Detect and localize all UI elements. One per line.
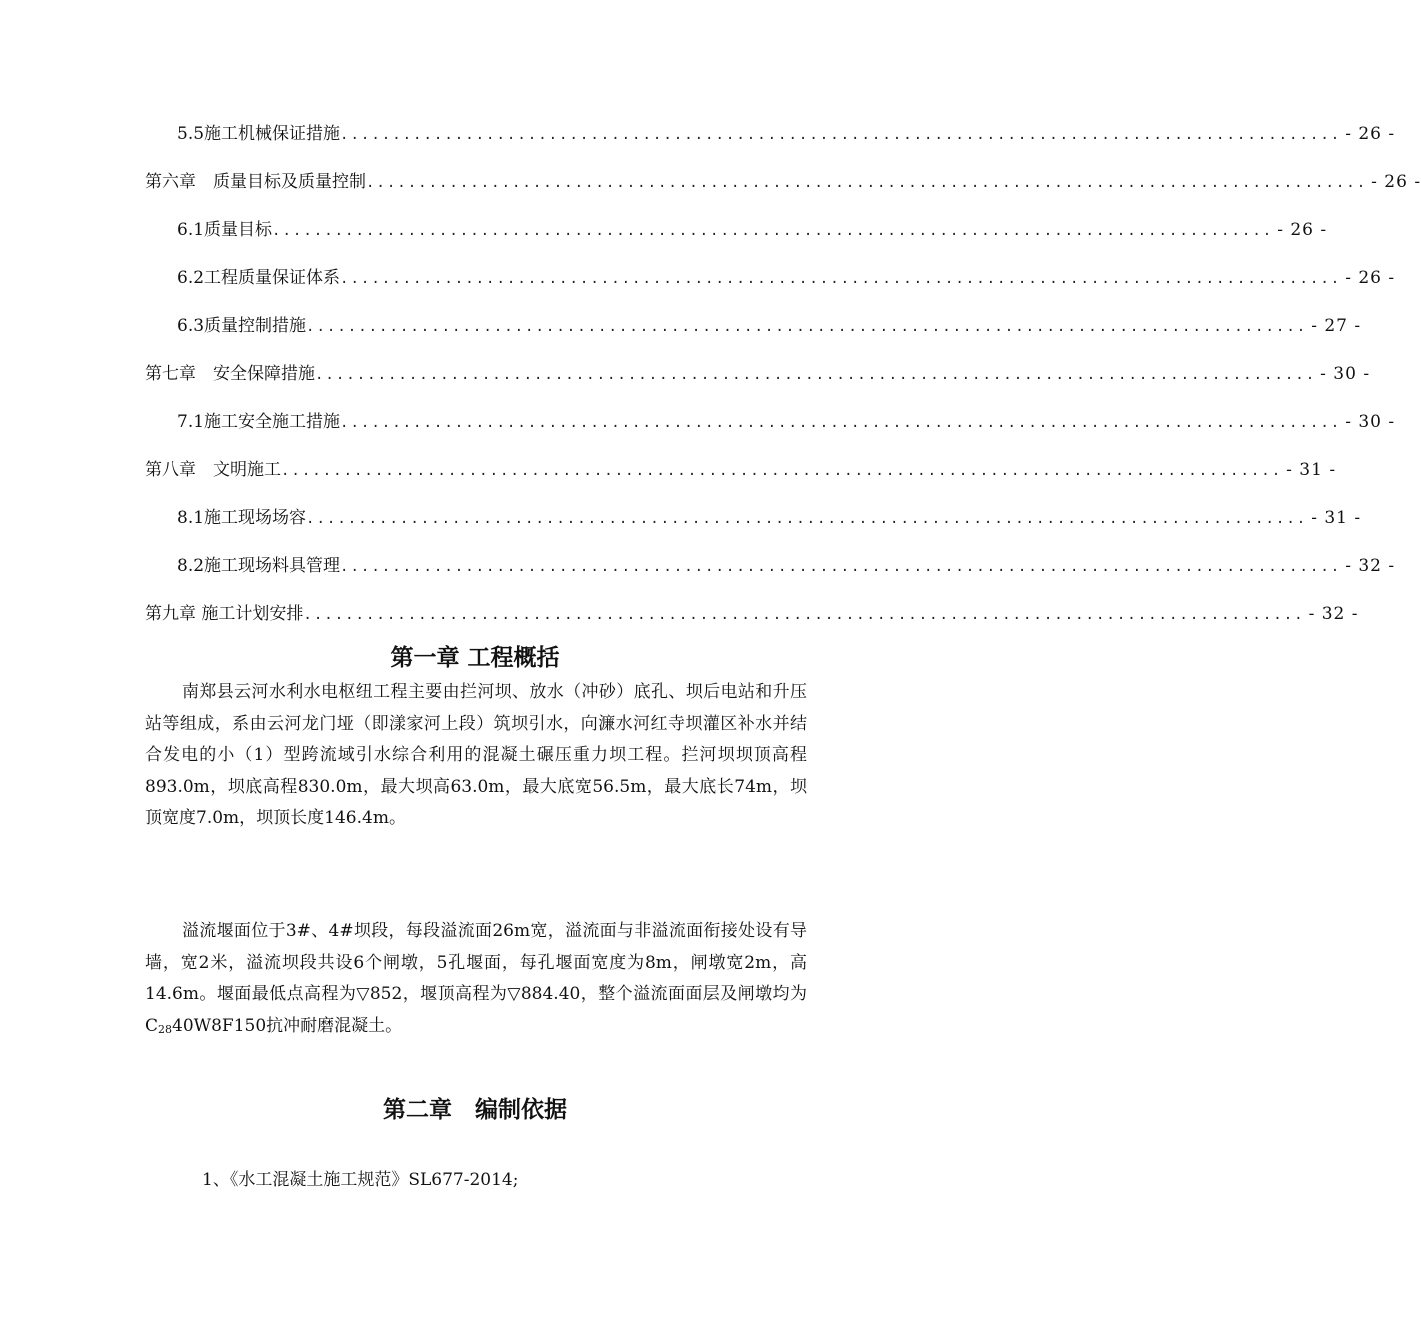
toc-entry[interactable] — [145, 262, 1396, 310]
toc-entry[interactable] — [145, 214, 1328, 262]
toc-leader-dots: ................................................................................................ — [306, 319, 1308, 335]
toc-entry-title: 第九章 施工计划安排 — [145, 604, 304, 624]
toc-leader-dots: ................................................................................................ — [306, 511, 1308, 527]
toc-entry-title: 6.3质量控制措施 — [177, 316, 307, 336]
toc-leader-dots: ................................................................................................ — [315, 367, 1317, 383]
body-paragraph: 南郑县云河水利水电枢纽工程主要由拦河坝、放水（冲砂）底孔、坝后电站和升压站等组成，系由云河龙门垭（即漾家河上段）筑坝引水，向濂水河红寺坝灌区补水并结合发电的小（1）型跨流域引水综合利用的混凝土碾压重力坝工程。拦河坝坝顶高程893.0m，坝底高程830.0m，最大坝高63.0m，最大底宽56.5m，最大底长74m，坝顶宽度7.0m，坝顶长度146.4m。 — [145, 682, 807, 828]
toc-entry-page: - 31 - — [1286, 460, 1337, 480]
reference-list-item: 1、《水工混凝土施工规范》SL677-2014; — [202, 1170, 519, 1190]
toc-entry[interactable] — [145, 118, 1396, 166]
toc-entry[interactable] — [145, 358, 1371, 406]
toc-entry-page: - 31 - — [1311, 508, 1362, 528]
toc-entry-title: 5.5施工机械保证措施 — [177, 124, 341, 144]
toc-entry-page: - 32 - — [1345, 556, 1396, 576]
toc-leader-dots: ................................................................................................ — [340, 127, 1342, 143]
toc-leader-dots: ................................................................................................ — [281, 463, 1283, 479]
toc-entry-title: 第七章 安全保障措施 — [145, 364, 315, 384]
toc-entry-title: 8.1施工现场场容 — [177, 508, 307, 528]
toc-entry-page: - 26 - — [1277, 220, 1328, 240]
toc-leader-dots: ................................................................................................ — [340, 415, 1342, 431]
chapter-heading: 第二章 编制依据 — [383, 1097, 567, 1123]
body-paragraph — [145, 916, 807, 1045]
paragraph-text: 溢流堰面位于3#、4#坝段，每段溢流面26m宽，溢流面与非溢流面衔接处设有导墙，宽2米，溢流坝段共设6个闸墩，5孔堰面，每孔堰面宽度为8m，闸墩宽2m，高14.6m。堰面最低点高程为▽852，堰顶高程为▽884.40，整个溢流面面层及闸墩均为C — [145, 921, 807, 1036]
toc-entry-page: - 30 - — [1320, 364, 1371, 384]
toc-leader-dots: ................................................................................................ — [366, 175, 1368, 191]
toc-entry[interactable] — [145, 454, 1337, 502]
table-of-contents — [145, 118, 1421, 646]
toc-entry[interactable] — [145, 502, 1362, 550]
toc-entry-page: - 30 - — [1345, 412, 1396, 432]
toc-entry-title: 7.1施工安全施工措施 — [177, 412, 341, 432]
toc-leader-dots: ................................................................................................ — [340, 559, 1342, 575]
toc-entry-title: 6.1质量目标 — [177, 220, 273, 240]
toc-entry[interactable] — [145, 310, 1362, 358]
toc-leader-dots: ................................................................................................ — [272, 223, 1274, 239]
toc-entry[interactable] — [145, 598, 1359, 646]
toc-entry-title: 第六章 质量目标及质量控制 — [145, 172, 366, 192]
toc-leader-dots: ................................................................................................ — [303, 607, 1305, 623]
toc-entry-page: - 26 - — [1371, 172, 1421, 192]
subscript-text: 28 — [158, 1022, 173, 1036]
paragraph-text: 40W8F150抗冲耐磨混凝土。 — [172, 1015, 403, 1036]
toc-entry-title: 第八章 文明施工 — [145, 460, 281, 480]
toc-entry-page: - 32 - — [1308, 604, 1359, 624]
toc-entry[interactable] — [145, 166, 1421, 214]
toc-entry[interactable] — [145, 550, 1396, 598]
chapter-heading: 第一章 工程概括 — [390, 645, 560, 671]
toc-entry-page: - 27 - — [1311, 316, 1362, 336]
toc-leader-dots: ................................................................................................ — [340, 271, 1342, 287]
toc-entry[interactable] — [145, 406, 1396, 454]
toc-entry-title: 8.2施工现场料具管理 — [177, 556, 341, 576]
toc-entry-page: - 26 - — [1345, 268, 1396, 288]
toc-entry-page: - 26 - — [1345, 124, 1396, 144]
toc-entry-title: 6.2工程质量保证体系 — [177, 268, 341, 288]
